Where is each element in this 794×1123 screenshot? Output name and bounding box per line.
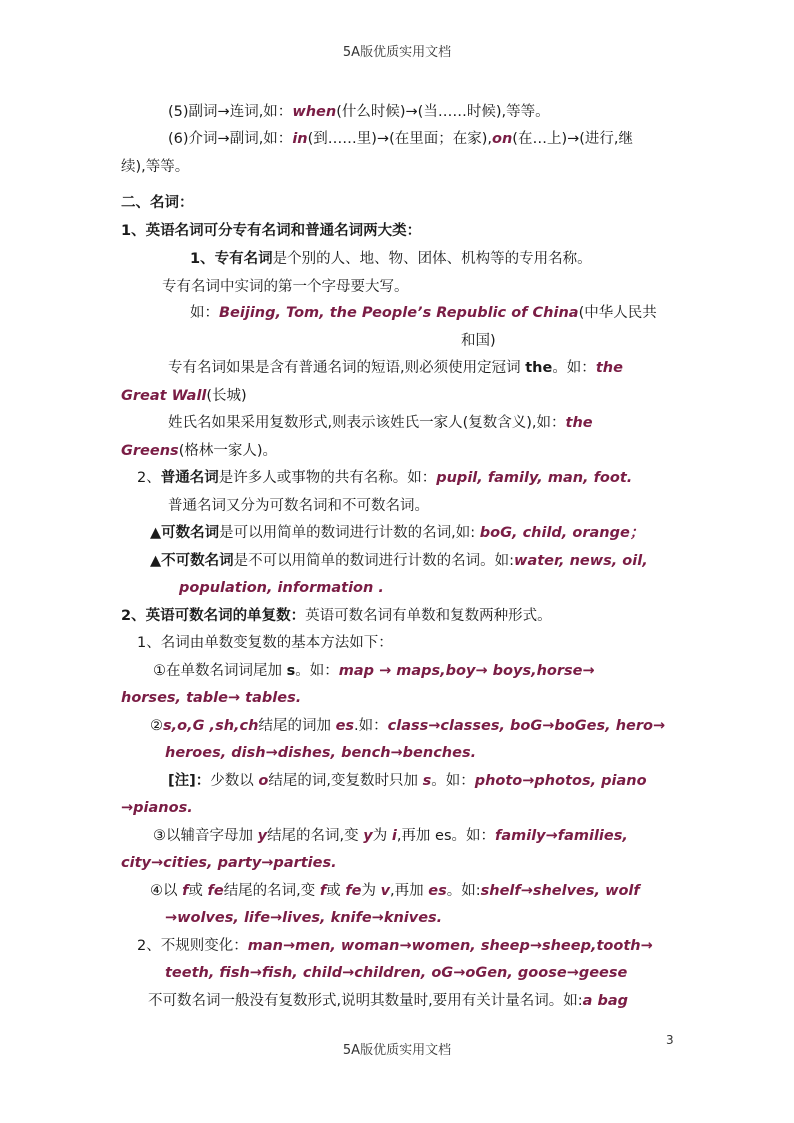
english-example: class→classes, boG→boGes, hero→ [387,718,666,734]
text-segment: s [286,663,296,679]
english-example: boG, child, orange； [479,525,645,541]
text-segment: (在…上)→(进行,继 [512,131,634,147]
text-line [121,441,277,461]
text-segment: 1、专有名词 [190,251,273,267]
english-example: y [257,828,268,844]
text-segment: 或 [326,883,346,899]
text-line [121,688,301,708]
english-example: the [595,360,623,376]
text-line [121,193,194,213]
english-example: heroes, dish→dishes, bench→benches. [165,745,477,761]
text-segment: ② [150,718,163,734]
text-segment: 为 [361,883,381,899]
text-segment: ④以 [150,883,183,899]
text-segment: 。如: [446,883,481,899]
english-example: shelf→shelves, wolf [480,883,640,899]
text-segment: (长城) [206,388,247,404]
english-example: f [182,883,189,899]
english-example: f [319,883,327,899]
text-line [148,991,628,1011]
text-segment: 2、 [137,470,161,486]
english-example: s,o,G ,sh,ch [163,718,259,734]
text-line [168,358,623,378]
text-segment: 或 [188,883,208,899]
text-line [190,303,657,323]
text-segment: ①在单数名词词尾加 [153,663,287,679]
text-segment: .如： [354,718,388,734]
text-line [168,771,647,791]
text-line [121,221,421,241]
text-segment: 结尾的名词,变 [223,883,320,899]
text-segment: 1、名词由单数变复数的基本方法如下： [137,635,393,651]
text-line [153,826,628,846]
text-line [168,102,550,122]
text-line [165,963,627,983]
text-line [137,936,653,956]
text-segment: ,再加 [390,883,429,899]
text-segment: 专有名词中实词的第一个字母要大写。 [162,279,409,295]
text-segment: (5)副词→连词,如： [168,104,293,120]
english-example: in [292,131,308,147]
text-segment: (格林一家人)。 [178,443,278,459]
text-segment: 专有名词如果是含有普通名词的短语,则必须使用定冠词 [168,360,526,376]
text-segment: 不可数名词一般没有复数形式,说明其数量时,要用有关计量名词。如: [148,993,583,1009]
text-segment: 是许多人或事物的共有名称。如： [218,470,437,486]
text-line [461,331,496,351]
text-line [121,798,193,818]
text-segment: 2、英语可数名词的单复数： [121,608,306,624]
text-segment: 可数名词 [161,525,220,541]
text-segment: (6)介词→副词,如： [168,131,293,147]
text-line [137,633,393,653]
english-example: photo→photos, piano [474,773,647,789]
english-example: es [428,883,447,899]
text-segment: 如： [190,305,219,321]
text-line [121,606,552,626]
text-line [150,551,648,571]
english-example: when [292,104,337,120]
text-segment: 结尾的词加 [258,718,336,734]
english-example: fe [207,883,224,899]
text-line [165,908,442,928]
text-segment: the [525,360,553,376]
text-segment: 结尾的词,变复数时只加 [268,773,423,789]
text-segment: 为 [372,828,392,844]
text-line [121,853,337,873]
english-example: horses, table→ tables. [121,690,302,706]
english-example: city→cities, party→parties. [121,855,337,871]
text-segment: (中华人民共 [578,305,657,321]
english-example: v [380,883,391,899]
english-example: es [335,718,355,734]
english-example: the [565,415,593,431]
text-segment: 续),等等。 [121,159,190,175]
text-segment: 1、英语名词可分专有名词和普通名词两大类： [121,223,422,239]
text-line [162,277,409,297]
text-segment: 少数以 [210,773,259,789]
english-example: y [363,828,373,844]
english-example: Beijing, Tom, the People’s Republic of China [219,305,579,321]
english-example: Great Wall [121,388,207,404]
text-segment: 结尾的名词,变 [267,828,364,844]
text-segment: ③以辅音字母加 [153,828,258,844]
page-number: 3 [666,1033,674,1047]
english-example: on [492,131,513,147]
english-example: →pianos. [121,800,193,816]
text-line [150,523,644,543]
text-line [190,249,592,269]
text-line [150,881,640,901]
text-segment: 英语可数名词有单数和复数两种形式。 [305,608,552,624]
text-line [168,496,429,516]
text-segment: 。如： [431,773,475,789]
english-example: family→families, [495,828,628,844]
english-example: s [422,773,432,789]
text-segment: (什么时候)→(当……时候),等等。 [336,104,550,120]
text-segment: 不可数名词 [161,553,234,569]
text-line [121,386,247,406]
text-line [168,129,633,149]
english-example: pupil, family, man, foot. [436,470,633,486]
text-line [137,468,632,488]
text-segment: 普通名词 [160,470,219,486]
text-line [121,157,189,177]
english-example: teeth, fish→fish, child→children, oG→oGen, goose→geese [165,965,628,981]
english-example: Greens [121,443,179,459]
english-example: i [391,828,397,844]
text-line [153,661,595,681]
text-segment: 。如： [552,360,596,376]
text-segment: 姓氏名如果采用复数形式,则表示该姓氏一家人(复数含义),如： [168,415,566,431]
english-example: water, news, oil, [514,553,648,569]
text-segment: 是个别的人、地、物、团体、机构等的专用名称。 [272,251,592,267]
text-line [165,743,476,763]
page-footer: 5A版优质实用文档 [342,1043,452,1058]
text-segment: ,再加 es。如： [396,828,496,844]
text-segment: 普通名词又分为可数名词和不可数名词。 [168,498,429,514]
english-example: man→men, woman→women, sheep→sheep,tooth→ [247,938,653,954]
text-line [150,716,665,736]
page-header: 5A版优质实用文档 [342,45,452,60]
text-segment: 。如： [295,663,339,679]
text-segment: ▲ [150,553,162,569]
text-segment: 是不可以用简单的数词进行计数的名词。如: [233,553,515,569]
english-example: →wolves, life→lives, knife→knives. [165,910,443,926]
text-segment: 2、不规则变化： [137,938,248,954]
english-example: population, information . [179,580,384,596]
text-segment: 二、名词： [121,195,194,211]
text-line [168,413,593,433]
english-example: a bag [582,993,628,1009]
text-segment: [注]： [168,773,211,789]
text-segment: 是可以用简单的数词进行计数的名词,如: [219,525,480,541]
text-segment: ▲ [150,525,162,541]
text-segment: (到……里)→(在里面；在家), [307,131,492,147]
text-line [179,578,384,598]
english-example: o [258,773,269,789]
text-segment: 和国) [461,333,496,349]
english-example: map → maps,boy→ boys,horse→ [338,663,595,679]
english-example: fe [345,883,362,899]
